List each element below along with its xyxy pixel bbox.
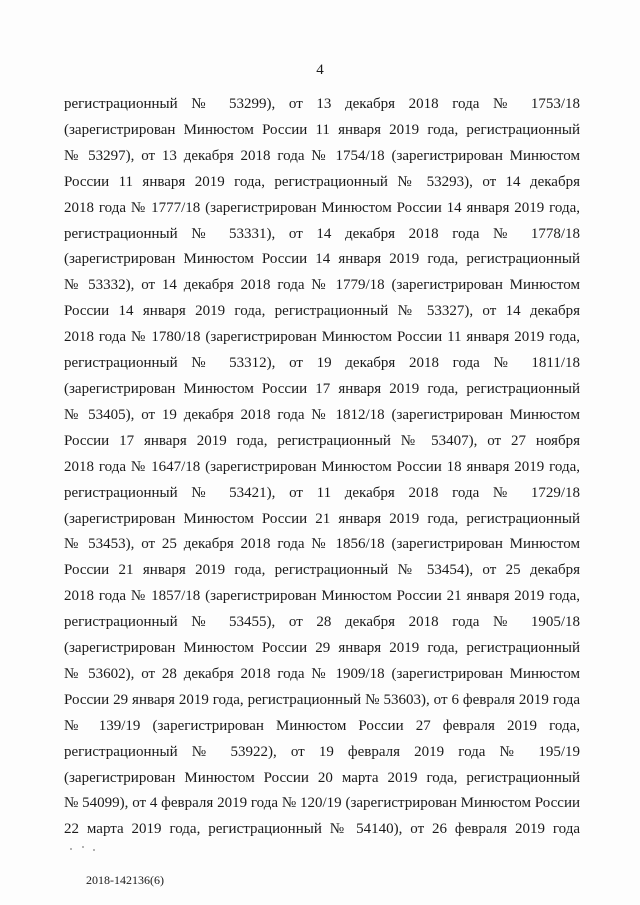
text-line: России 17 января 2019 года, регистрационный № 53407), от 27 ноября <box>64 432 580 449</box>
text-line: (зарегистрирован Минюстом России 17 января 2019 года, регистрационный <box>64 380 580 397</box>
text-line: регистрационный № 53455), от 28 декабря 2018 года № 1905/18 <box>64 614 580 631</box>
text-line: № 53453), от 25 декабря 2018 года № 1856/18 (зарегистрирован Минюстом <box>64 536 580 553</box>
text-line: регистрационный № 53421), от 11 декабря 2018 года № 1729/18 <box>64 484 580 501</box>
text-line: регистрационный № 53331), от 14 декабря 2018 года № 1778/18 <box>64 225 580 242</box>
text-line: № 139/19 (зарегистрирован Минюстом России 27 февраля 2019 года, <box>64 717 580 734</box>
text-line: России 11 января 2019 года, регистрационный № 53293), от 14 декабря <box>64 173 580 190</box>
page-number: 4 <box>316 62 324 78</box>
text-line: России 21 января 2019 года, регистрационный № 53454), от 25 декабря <box>64 562 580 579</box>
body-paragraph <box>64 92 580 843</box>
text-line: № 54099), от 4 февраля 2019 года № 120/19 (зарегистрирован Минюстом России <box>64 795 580 812</box>
text-line: (зарегистрирован Минюстом России 14 января 2019 года, регистрационный <box>64 251 580 268</box>
text-line: регистрационный № 53299), от 13 декабря 2018 года № 1753/18 <box>64 96 580 112</box>
text-line: (зарегистрирован Минюстом России 11 января 2019 года, регистрационный <box>64 121 580 138</box>
text-line: (зарегистрирован Минюстом России 21 января 2019 года, регистрационный <box>64 510 580 527</box>
text-line: № 53405), от 19 декабря 2018 года № 1812/18 (зарегистрирован Минюстом <box>64 406 580 423</box>
text-line: 2018 года № 1780/18 (зарегистрирован Минюстом России 11 января 2019 года, <box>64 329 580 346</box>
text-line: России 29 января 2019 года, регистрационный № 53603), от 6 февраля 2019 года <box>64 691 580 708</box>
document-code: 2018-142136(6) <box>86 873 164 887</box>
text-line: регистрационный № 53312), от 19 декабря 2018 года № 1811/18 <box>64 355 580 372</box>
text-line: регистрационный № 53922), от 19 февраля 2019 года № 195/19 <box>64 743 580 760</box>
text-line: 2018 года № 1777/18 (зарегистрирован Минюстом России 14 января 2019 года, <box>64 199 580 216</box>
text-line: 2018 года № 1857/18 (зарегистрирован Минюстом России 21 января 2019 года, <box>64 588 580 605</box>
text-line: № 53602), от 28 декабря 2018 года № 1909/18 (зарегистрирован Минюстом <box>64 665 580 682</box>
text-line: (зарегистрирован Минюстом России 20 марта 2019 года, регистрационный <box>64 769 580 786</box>
text-line: России 14 января 2019 года, регистрационный № 53327), от 14 декабря <box>64 303 580 320</box>
text-line: 2018 года № 1647/18 (зарегистрирован Минюстом России 18 января 2019 года, <box>64 458 580 475</box>
text-line: 22 марта 2019 года, регистрационный № 54140), от 26 февраля 2019 года <box>64 821 580 838</box>
text-line: № 53297), от 13 декабря 2018 года № 1754/18 (зарегистрирован Минюстом <box>64 147 580 164</box>
text-line: (зарегистрирован Минюстом России 29 января 2019 года, регистрационный <box>64 640 580 657</box>
scan-artifact <box>66 845 96 851</box>
text-line: № 53332), от 14 декабря 2018 года № 1779/18 (зарегистрирован Минюстом <box>64 277 580 294</box>
